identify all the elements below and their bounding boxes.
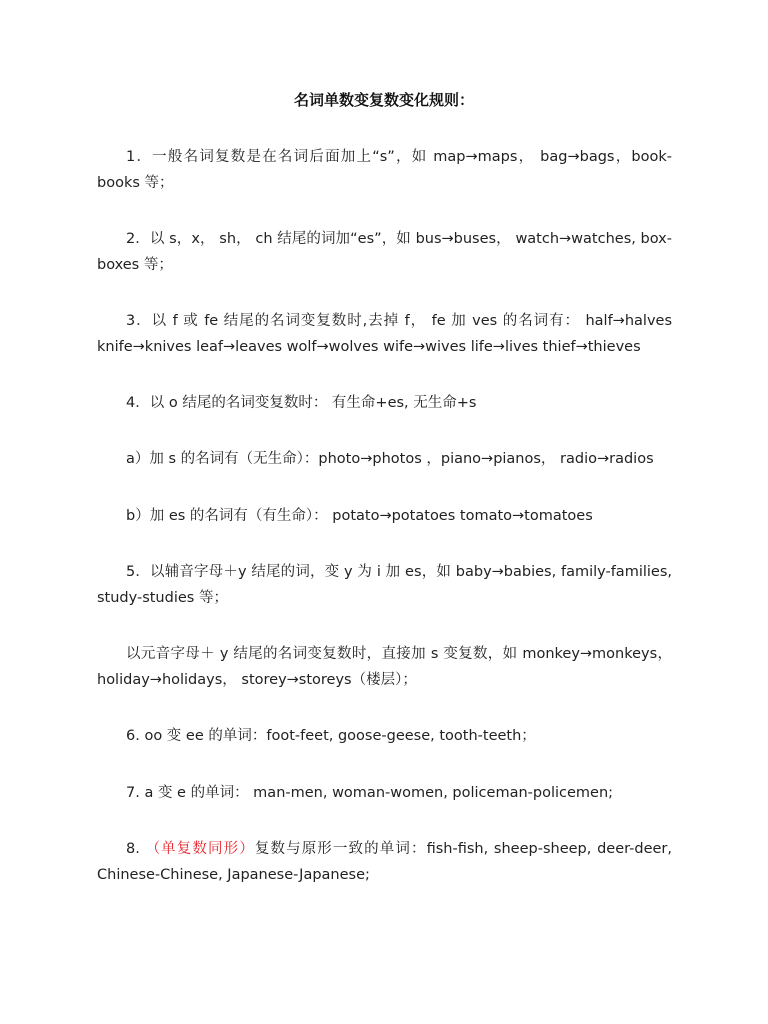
rule-8-highlight: （单复数同形） [145,841,255,857]
rule-8 [97,836,672,888]
rule-7: 7. a 变 e 的单词： man-men, woman-women, policeman-policemen; [126,785,614,801]
rule-8-text: 复数与原形一致的单词：fish-fish, sheep-sheep, deer-deer, Chinese-Chinese, Japanese-Japanese; [97,841,672,883]
rule-5: 5．以辅音字母＋y 结尾的词，变 y 为 i 加 es，如 baby→babies, family-families, study-studies 等； [97,564,672,606]
rule-8-number: 8. [126,841,146,857]
rule-3: 3．以 f 或 fe 结尾的名词变复数时,去掉 f， fe 加 ves 的名词有： half→halves knife→knives leaf→leaves wolf→wolves wife→wives life→lives thief→thieves [97,313,672,355]
rule-5-vowel: 以元音字母＋ y 结尾的名词变复数时，直接加 s 变复数，如 monkey→monkeys，holiday→holidays， storey→storeys（楼层）； [97,646,672,688]
rule-2: 2．以 s，x， sh， ch 结尾的词加“es”，如 bus→buses， watch→watches, box-boxes 等； [97,231,672,273]
page-title: 名词单数变复数变化规则： [293,91,474,109]
rule-4b: b）加 es 的名词有（有生命）： potato→potatoes tomato→tomatoes [126,508,593,524]
rule-4a: a）加 s 的名词有（无生命）：photo→photos ，piano→pianos， radio→radios [126,451,654,467]
rule-6: 6. oo 变 ee 的单词：foot-feet, goose-geese, tooth-teeth； [126,728,536,744]
rule-4: 4．以 o 结尾的名词变复数时： 有生命+es, 无生命+s [126,395,477,411]
rule-1: 1．一般名词复数是在名词后面加上“s”，如 map→maps， bag→bags，book-books 等； [97,149,672,191]
